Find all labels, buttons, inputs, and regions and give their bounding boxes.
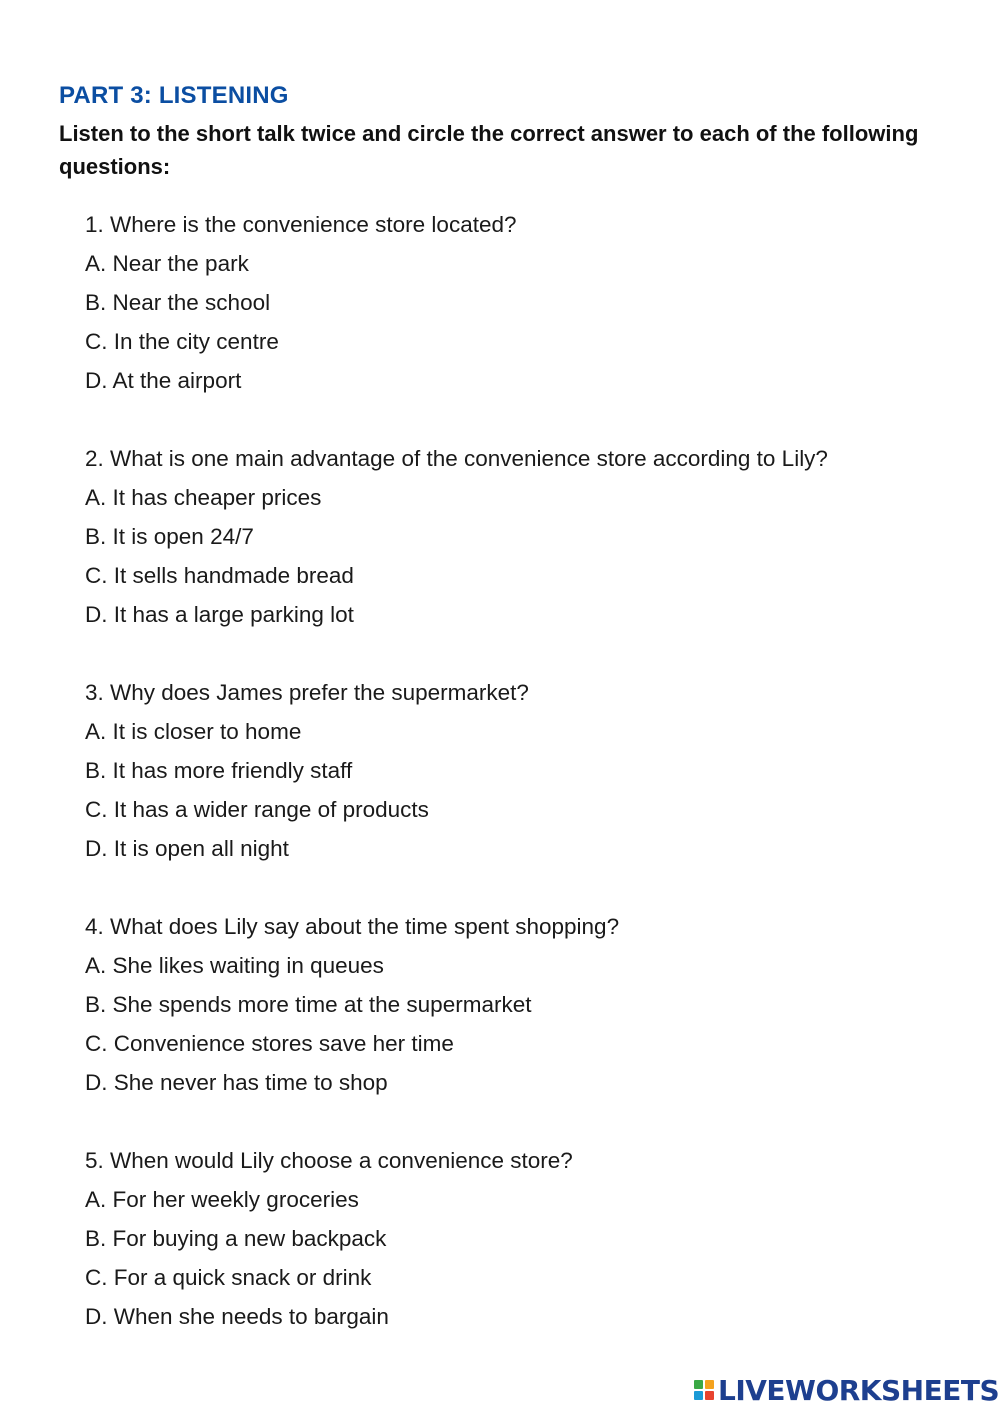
answer-options	[85, 1180, 985, 1336]
answer-option[interactable]: D. When she needs to bargain	[85, 1304, 389, 1329]
answer-option[interactable]: D. It has a large parking lot	[85, 602, 354, 627]
question-prompt: 2. What is one main advantage of the convenience store according to Lily?	[85, 446, 828, 471]
question-prompt: 5. When would Lily choose a convenience store?	[85, 1148, 573, 1173]
answer-option[interactable]: D. At the airport	[85, 368, 242, 393]
question-1	[85, 205, 985, 400]
logo-mark-icon	[694, 1380, 714, 1400]
answer-option[interactable]: C. It sells handmade bread	[85, 563, 354, 588]
question-prompt: 3. Why does James prefer the supermarket?	[85, 680, 529, 705]
logo-square	[694, 1380, 703, 1389]
logo-square	[694, 1391, 703, 1400]
answer-option[interactable]: A. It has cheaper prices	[85, 485, 322, 510]
question-2	[85, 439, 985, 634]
answer-option[interactable]: C. For a quick snack or drink	[85, 1265, 372, 1290]
question-list	[85, 205, 985, 1375]
answer-option[interactable]: B. It has more friendly staff	[85, 758, 353, 783]
logo-text: LIVEWORKSHEETS	[718, 1373, 1000, 1407]
answer-options	[85, 946, 985, 1102]
question-3	[85, 673, 985, 868]
answer-options	[85, 712, 985, 868]
question-prompt: 4. What does Lily say about the time spent shopping?	[85, 914, 620, 939]
page-title: PART 3: LISTENING	[59, 82, 289, 109]
answer-option[interactable]: A. For her weekly groceries	[85, 1187, 359, 1212]
liveworksheets-logo	[694, 1374, 999, 1406]
question-4	[85, 907, 985, 1102]
answer-option[interactable]: D. She never has time to shop	[85, 1070, 388, 1095]
answer-option[interactable]: A. Near the park	[85, 251, 249, 276]
answer-option[interactable]: B. For buying a new backpack	[85, 1226, 387, 1251]
answer-option[interactable]: B. She spends more time at the supermarket	[85, 992, 532, 1017]
answer-option[interactable]: C. Convenience stores save her time	[85, 1031, 454, 1056]
question-5	[85, 1141, 985, 1336]
instructions: Listen to the short talk twice and circle the correct answer to each of the following questions:	[59, 121, 919, 179]
answer-options	[85, 478, 985, 634]
question-prompt: 1. Where is the convenience store located?	[85, 212, 517, 237]
answer-option[interactable]: B. Near the school	[85, 290, 271, 315]
answer-options	[85, 244, 985, 400]
answer-option[interactable]: C. It has a wider range of products	[85, 797, 429, 822]
logo-square	[705, 1380, 714, 1389]
answer-option[interactable]: D. It is open all night	[85, 836, 289, 861]
answer-option[interactable]: B. It is open 24/7	[85, 524, 254, 549]
answer-option[interactable]: A. She likes waiting in queues	[85, 953, 384, 978]
answer-option[interactable]: A. It is closer to home	[85, 719, 302, 744]
logo-square	[705, 1391, 714, 1400]
answer-option[interactable]: C. In the city centre	[85, 329, 279, 354]
